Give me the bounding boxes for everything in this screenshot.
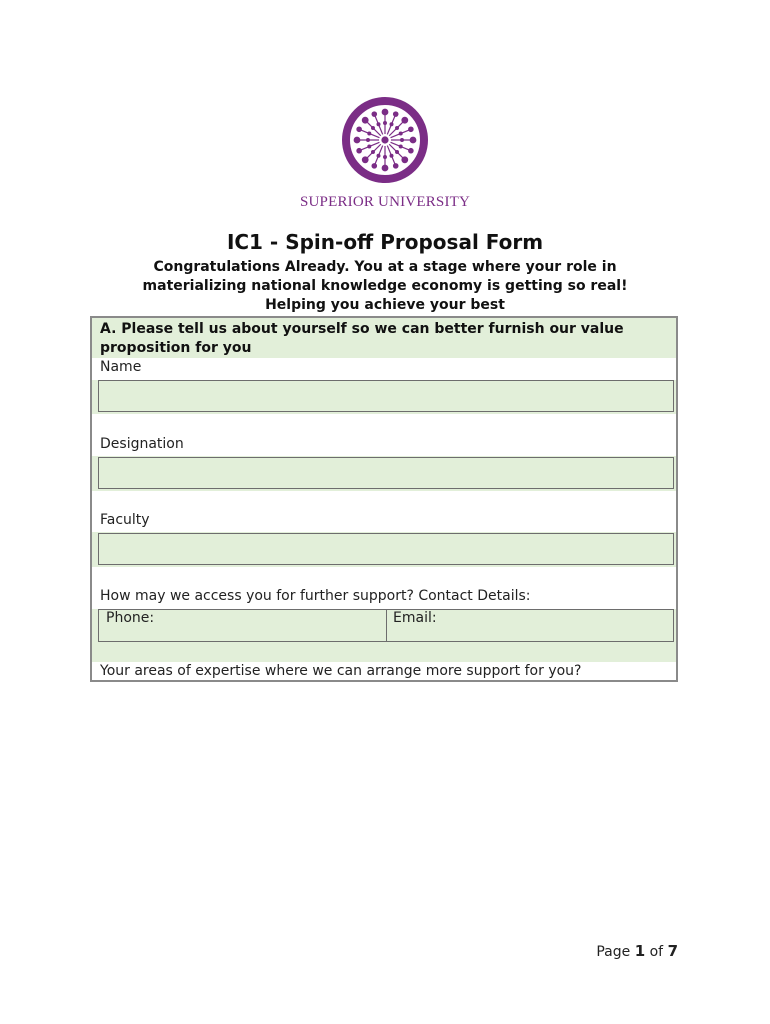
logo-dot [368, 132, 371, 135]
logo-dot [377, 123, 380, 126]
logo-dot [382, 165, 388, 171]
expertise-label: Your areas of expertise where we can arrange more support for you? [100, 663, 582, 679]
phone-field[interactable]: Phone: [106, 610, 155, 626]
logo-dot [394, 164, 398, 168]
logo-dot [384, 122, 387, 125]
logo-dot [367, 139, 370, 142]
section-a-heading-line-2: proposition for you [100, 340, 252, 356]
logo-dot [401, 139, 404, 142]
faculty-label-row [92, 491, 676, 532]
logo-dot [390, 154, 393, 157]
logo-dot [377, 154, 380, 157]
logo-dot [396, 127, 399, 130]
logo-dot [362, 117, 368, 123]
subtitle-line-2: materializing national knowledge economy is getting so real! [142, 278, 628, 294]
name-field[interactable] [98, 380, 674, 412]
of-word: of [649, 944, 664, 960]
logo-dot [362, 157, 368, 163]
logo-dot [357, 127, 361, 131]
logo-dot [368, 145, 371, 148]
logo-dot [390, 123, 393, 126]
logo-center [382, 137, 388, 143]
logo-dot [372, 112, 376, 116]
page-total: 7 [667, 942, 678, 960]
logo-dot [372, 127, 375, 130]
logo-dot [394, 112, 398, 116]
logo-dot [382, 109, 388, 115]
logo-dot [399, 145, 402, 148]
logo-dot [354, 137, 360, 143]
logo-dot [384, 156, 387, 159]
logo-dot [372, 164, 376, 168]
logo-dot [402, 157, 408, 163]
logo-dot [399, 132, 402, 135]
designation-field[interactable] [98, 457, 674, 489]
designation-label: Designation [100, 436, 184, 452]
university-name: SUPERIOR UNIVERSITY [299, 194, 471, 210]
subtitle-line-3: Helping you achieve your best [265, 297, 505, 313]
logo-dot [357, 149, 361, 153]
name-label-row [92, 358, 676, 380]
university-logo-icon [341, 96, 429, 184]
logo-dot [396, 151, 399, 154]
contact-details-table [98, 609, 674, 642]
name-label: Name [100, 359, 142, 375]
contact-divider [386, 610, 387, 641]
logo-dot [372, 151, 375, 154]
logo-dot [409, 127, 413, 131]
faculty-label: Faculty [100, 512, 150, 528]
page-indicator [596, 942, 678, 960]
logo-dot [410, 137, 416, 143]
logo-dot [402, 117, 408, 123]
page-word: Page [596, 944, 631, 960]
logo-dot [409, 149, 413, 153]
section-a-heading [100, 320, 672, 358]
form-title: IC1 - Spin-off Proposal Form [226, 230, 544, 254]
page-current: 1 [634, 942, 646, 960]
section-a-panel [90, 316, 678, 682]
contact-details-label: How may we access you for further support? Contact Details: [100, 588, 531, 604]
email-field[interactable]: Email: [393, 610, 437, 626]
section-a-heading-line-1: A. Please tell us about yourself so we can better furnish our value [100, 321, 624, 337]
faculty-field[interactable] [98, 533, 674, 565]
subtitle-line-1: Congratulations Already. You at a stage where your role in [153, 259, 617, 275]
